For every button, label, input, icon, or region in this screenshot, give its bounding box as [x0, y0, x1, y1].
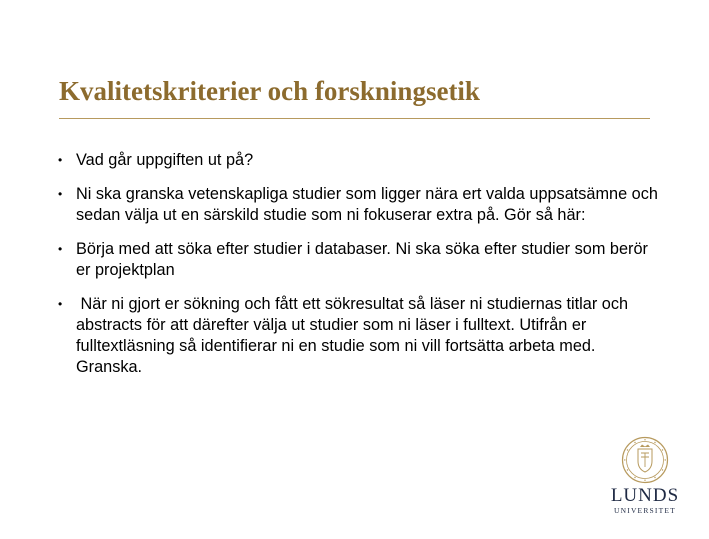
bullet-marker: • [58, 187, 63, 201]
bullet-item [58, 239, 658, 281]
title-divider [59, 118, 650, 119]
bullet-text: Vad går uppgiften ut på? [76, 151, 254, 169]
bullet-text: När ni gjort er sökning och fått ett sökresultat så läser ni studiernas titlar och abstracts för att därefter välja ut studier som ni läser i fulltext. Utifrån er fulltextläsning så identifierar ni en studie som ni vill fortsätta arbeta med. Granska. [76, 295, 633, 376]
bullet-marker: • [58, 153, 63, 167]
bullet-list [58, 150, 658, 391]
logo-wordmark: LUNDS [610, 485, 680, 506]
bullet-marker: • [58, 242, 63, 256]
bullet-marker: • [58, 297, 63, 311]
bullet-item [58, 150, 658, 171]
logo-subtitle: UNIVERSITET [614, 506, 676, 515]
slide-title: Kvalitetskriterier och forskningsetik [59, 76, 480, 106]
lund-university-logo [609, 436, 681, 520]
bullet-item [58, 294, 658, 378]
bullet-text: Börja med att söka efter studier i databaser. Ni ska söka efter studier som berör er projektplan [76, 240, 648, 279]
bullet-text: Ni ska granska vetenskapliga studier som ligger nära ert valda uppsatsämne och sedan välja ut en särskild studie som ni fokuserar extra på. Gör så här: [76, 185, 658, 224]
bullet-item [58, 184, 658, 226]
university-seal-icon [621, 436, 669, 484]
